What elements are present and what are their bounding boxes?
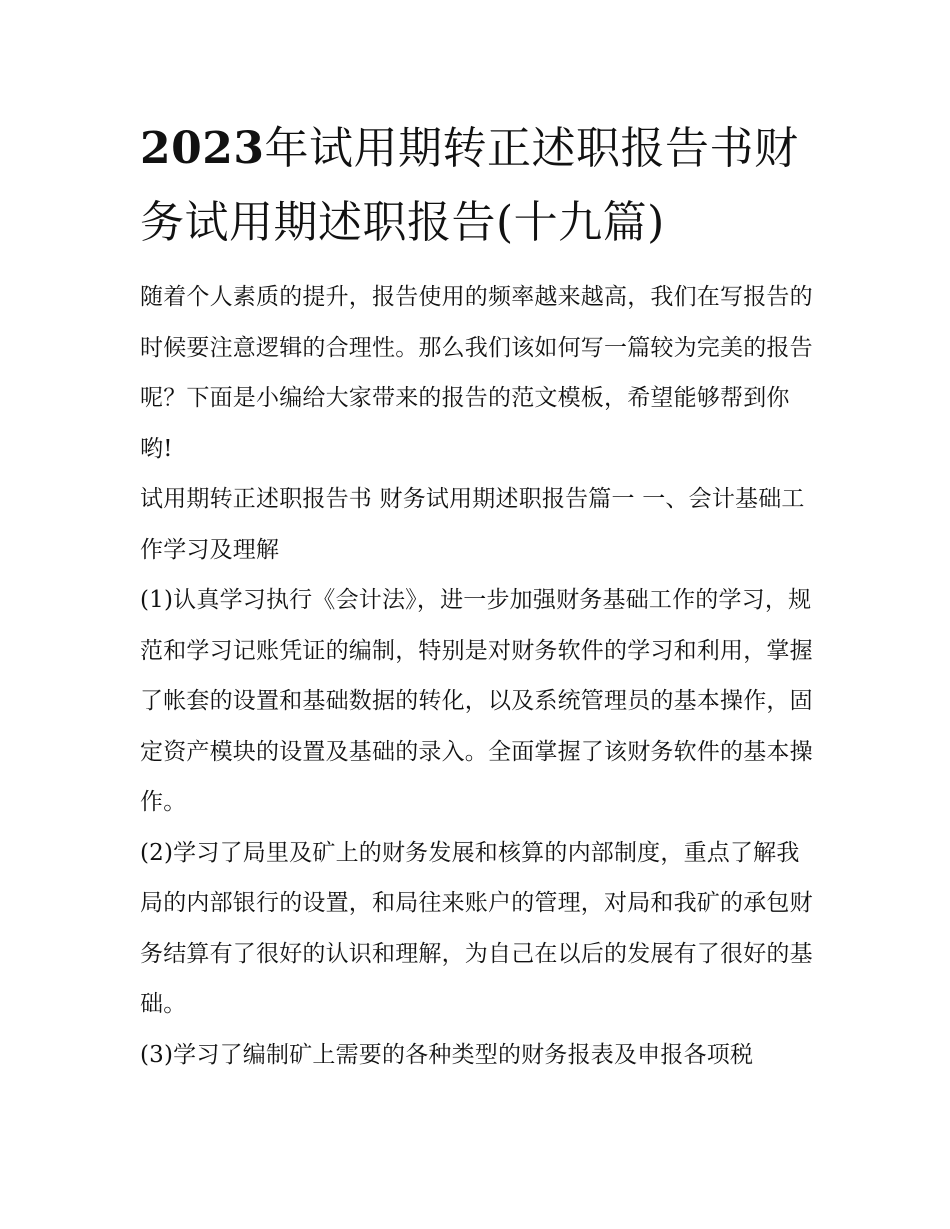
intro-paragraph: 随着个人素质的提升，报告使用的频率越来越高，我们在写报告的时候要注意逻辑的合理性。那么我们该如何写一篇较为完美的报告呢？下面是小编给大家带来的报告的范文模板，希望能够帮到你哟!	[140, 284, 813, 462]
body-paragraph-1: (1)认真学习执行《会计法》，进一步加强财务基础工作的学习，规范和学习记账凭证的编制，特别是对财务软件的学习和利用，掌握了帐套的设置和基础数据的转化，以及系统管理员的基本操作，固定资产模块的设置及基础的录入。全面掌握了该财务软件的基本操作。	[140, 587, 813, 815]
title-year: 2023	[140, 123, 265, 174]
section-heading-paragraph: 试用期转正述职报告书 财务试用期述职报告篇一 一、会计基础工作学习及理解	[140, 486, 805, 563]
body-paragraph-3: (3)学习了编制矿上需要的各种类型的财务报表及申报各项税	[140, 1041, 754, 1068]
body-paragraph-2: (2)学习了局里及矿上的财务发展和核算的内部制度，重点了解我局的内部银行的设置，和局往来账户的管理，对局和我矿的承包财务结算有了很好的认识和理解，为自己在以后的发展有了很好的基础。	[140, 839, 813, 1017]
document-page	[140, 112, 815, 1080]
document-title	[140, 112, 815, 260]
title-text: 年试用期转正述职报告书财务试用期述职报告(十九篇)	[140, 123, 799, 248]
